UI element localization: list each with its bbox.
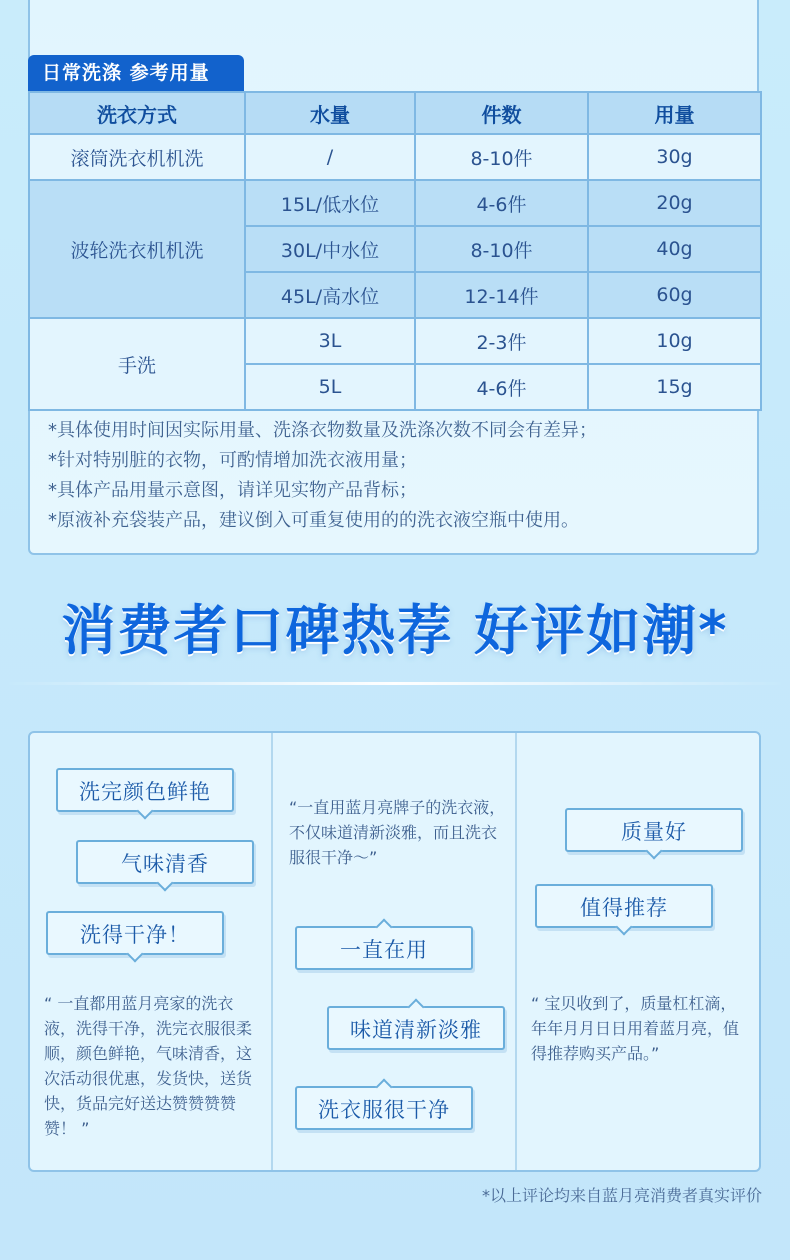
- cell-method: 手洗: [29, 318, 245, 410]
- review-quote: “ 宝贝收到了，质量杠杠滴，年年月月日日用着蓝月亮，值得推荐购买产品。”: [531, 994, 740, 1063]
- review-tag: 洗得干净！: [46, 911, 224, 955]
- review-tag: 味道清新淡雅: [327, 1006, 505, 1050]
- cell-water: /: [245, 134, 415, 180]
- cell-water: 3L: [245, 318, 415, 364]
- cell-pieces: 8-10件: [415, 134, 588, 180]
- review-quote: “ 一直都用蓝月亮家的洗衣液，洗得干净，洗完衣服很柔顺，颜色鲜艳，气味清香，这次活动很优惠，发货快，送货快，货品完好送达赞赞赞赞赞！ ”: [44, 994, 253, 1138]
- review-tag: 值得推荐: [535, 884, 713, 928]
- review-tag: 一直在用: [295, 926, 473, 970]
- cell-water: 15L/低水位: [245, 180, 415, 226]
- table-header-row: [29, 92, 761, 134]
- cell-pieces: 4-6件: [415, 364, 588, 410]
- table-row: [29, 318, 761, 364]
- note-line: *具体产品用量示意图，请详见实物产品背标；: [48, 480, 417, 501]
- note-line: *原液补充袋装产品，建议倒入可重复使用的的洗衣液空瓶中使用。: [48, 510, 579, 531]
- table-row: [29, 180, 761, 226]
- cell-amount: 20g: [588, 180, 761, 226]
- reviews-panel: [28, 731, 761, 1172]
- divider: [0, 682, 790, 685]
- cell-method: 波轮洗衣机机洗: [29, 180, 245, 318]
- cell-amount: 30g: [588, 134, 761, 180]
- review-tag: 质量好: [565, 808, 743, 852]
- review-column-3: [517, 733, 759, 1170]
- disclaimer-footnote: *以上评论均来自蓝月亮消费者真实评价: [481, 1186, 762, 1205]
- usage-table: [28, 91, 762, 411]
- cell-amount: 10g: [588, 318, 761, 364]
- header-method: 洗衣方式: [29, 92, 245, 134]
- reviews-headline: 消费者口碑热荐 好评如潮*: [61, 599, 729, 662]
- cell-pieces: 8-10件: [415, 226, 588, 272]
- review-tag: 气味清香: [76, 840, 254, 884]
- cell-pieces: 4-6件: [415, 180, 588, 226]
- table-row: [29, 134, 761, 180]
- cell-pieces: 12-14件: [415, 272, 588, 318]
- usage-section-tag: 日常洗涤 参考用量: [28, 55, 244, 92]
- header-water: 水量: [245, 92, 415, 134]
- cell-pieces: 2-3件: [415, 318, 588, 364]
- review-tag: 洗衣服很干净: [295, 1086, 473, 1130]
- cell-water: 45L/高水位: [245, 272, 415, 318]
- review-quote: “一直用蓝月亮牌子的洗衣液，不仅味道清新淡雅，而且洗衣服很干净～”: [289, 798, 506, 867]
- cell-amount: 40g: [588, 226, 761, 272]
- cell-amount: 60g: [588, 272, 761, 318]
- review-tag: 洗完颜色鲜艳: [56, 768, 234, 812]
- note-line: *具体使用时间因实际用量、洗涤衣物数量及洗涤次数不同会有差异；: [48, 420, 597, 441]
- note-line: *针对特别脏的衣物，可酌情增加洗衣液用量；: [48, 450, 417, 471]
- cell-water: 5L: [245, 364, 415, 410]
- cell-amount: 15g: [588, 364, 761, 410]
- cell-method: 滚筒洗衣机机洗: [29, 134, 245, 180]
- header-amount: 用量: [588, 92, 761, 134]
- review-column-2: [273, 733, 517, 1170]
- cell-water: 30L/中水位: [245, 226, 415, 272]
- header-pieces: 件数: [415, 92, 588, 134]
- usage-notes: [48, 416, 748, 536]
- review-column-1: [30, 733, 273, 1170]
